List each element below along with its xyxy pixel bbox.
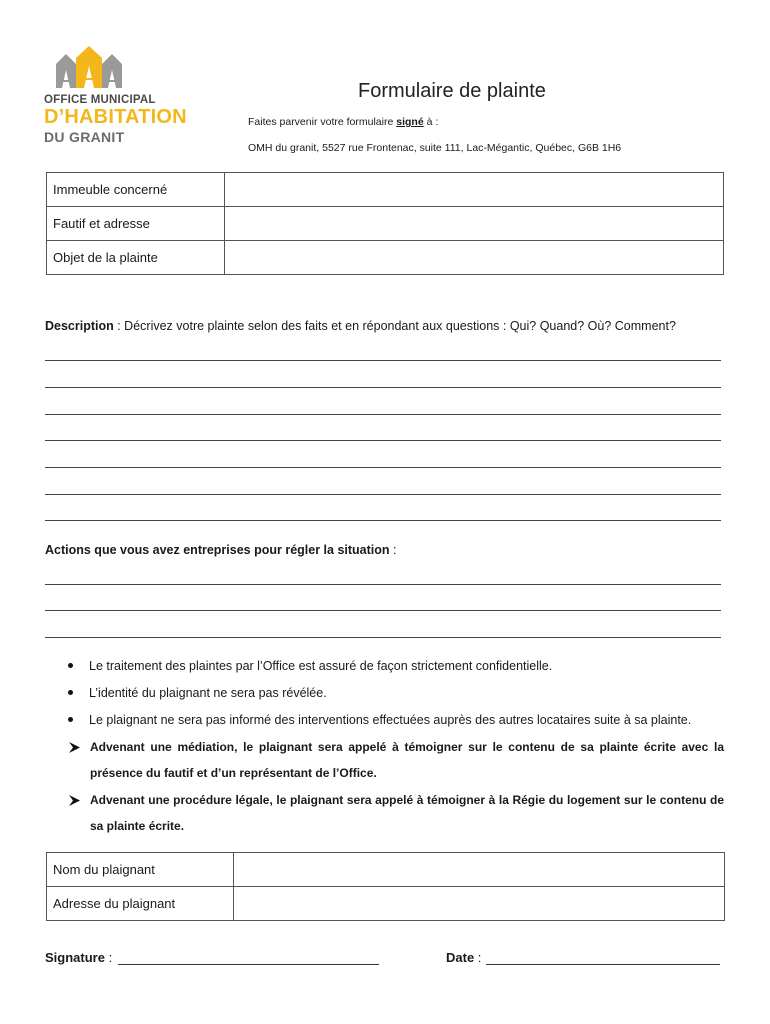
send-suffix: à :	[423, 116, 439, 128]
building-label: Immeuble concerné	[47, 173, 225, 207]
actions-line[interactable]	[45, 584, 721, 585]
date-label: Date	[446, 950, 475, 965]
actions-suffix: :	[389, 543, 397, 557]
signature-label-wrap	[45, 950, 112, 965]
arrow-text-line-1: Advenant une procédure légale, le plaignant sera appelé à témoigner à la Régie du logement sur le contenu de	[90, 793, 724, 807]
table-row	[47, 241, 724, 275]
offender-field[interactable]	[225, 207, 724, 241]
table-row	[47, 853, 725, 887]
omh-logo	[44, 44, 194, 144]
actions-heading	[45, 543, 397, 557]
date-suffix: :	[474, 950, 482, 965]
table-row	[47, 207, 724, 241]
actions-line[interactable]	[45, 610, 721, 611]
description-line[interactable]	[45, 520, 721, 521]
list-item	[68, 686, 327, 700]
list-item	[68, 713, 691, 727]
arrow-bullet-icon	[68, 794, 81, 807]
bullet-text: Le plaignant ne sera pas informé des interventions effectuées auprès des autres locataires suite à sa plainte.	[89, 713, 692, 727]
offender-label: Fautif et adresse	[47, 207, 225, 241]
description-line[interactable]	[45, 467, 721, 468]
description-line[interactable]	[45, 494, 721, 495]
subject-field[interactable]	[225, 241, 724, 275]
bullet-text: Le traitement des plaintes par l’Office est assuré de façon strictement confidentielle.	[89, 659, 553, 673]
bullet-icon	[68, 663, 73, 668]
send-signed: signé	[396, 116, 424, 128]
logo-line-2: D’HABITATION	[44, 106, 187, 128]
description-label: Description	[45, 319, 114, 333]
office-address: OMH du granit, 5527 rue Frontenac, suite 111, Lac-Mégantic, Québec, G6B 1H6	[248, 142, 622, 154]
date-line[interactable]	[486, 964, 720, 965]
bullet-icon	[68, 717, 73, 722]
complainant-address-label: Adresse du plaignant	[47, 887, 234, 921]
complaint-info-table	[46, 172, 724, 275]
send-prefix: Faites parvenir votre formulaire	[248, 116, 397, 128]
description-heading	[45, 319, 676, 333]
description-line[interactable]	[45, 414, 721, 415]
actions-line[interactable]	[45, 637, 721, 638]
description-line[interactable]	[45, 387, 721, 388]
send-instructions	[248, 116, 438, 128]
arrow-bullet-icon	[68, 741, 81, 754]
logo-line-1: OFFICE MUNICIPAL	[44, 94, 156, 106]
arrow-text-line-1: Advenant une médiation, le plaignant sera appelé à témoigner sur le contenu de sa plainte écrite avec la	[90, 740, 724, 754]
complainant-name-label: Nom du plaignant	[47, 853, 234, 887]
complainant-name-field[interactable]	[234, 853, 725, 887]
description-line[interactable]	[45, 440, 721, 441]
description-text: : Décrivez votre plainte selon des faits et en répondant aux questions : Qui? Quand? Où? Comment?	[113, 319, 676, 333]
complainant-address-field[interactable]	[234, 887, 725, 921]
signature-line[interactable]	[118, 964, 379, 965]
signature-label: Signature	[45, 950, 105, 965]
subject-label: Objet de la plainte	[47, 241, 225, 275]
page-title: Formulaire de plainte	[358, 80, 546, 102]
arrow-text-line-2: sa plainte écrite.	[90, 819, 185, 833]
arrow-text-line-2: présence du fautif et d’un représentant de l’Office.	[90, 766, 377, 780]
complainant-table	[46, 852, 725, 921]
building-field[interactable]	[225, 173, 724, 207]
table-row	[47, 173, 724, 207]
signature-suffix: :	[104, 950, 113, 965]
actions-label: Actions que vous avez entreprises pour régler la situation	[45, 543, 390, 557]
table-row	[47, 887, 725, 921]
logo-line-3: DU GRANIT	[44, 129, 125, 145]
date-label-wrap	[446, 950, 481, 965]
list-item	[68, 740, 724, 780]
list-item	[68, 793, 724, 833]
description-line[interactable]	[45, 360, 721, 361]
houses-logo-icon	[54, 44, 124, 88]
bullet-text: L’identité du plaignant ne sera pas révélée.	[89, 686, 327, 700]
list-item	[68, 659, 552, 673]
bullet-icon	[68, 690, 73, 695]
